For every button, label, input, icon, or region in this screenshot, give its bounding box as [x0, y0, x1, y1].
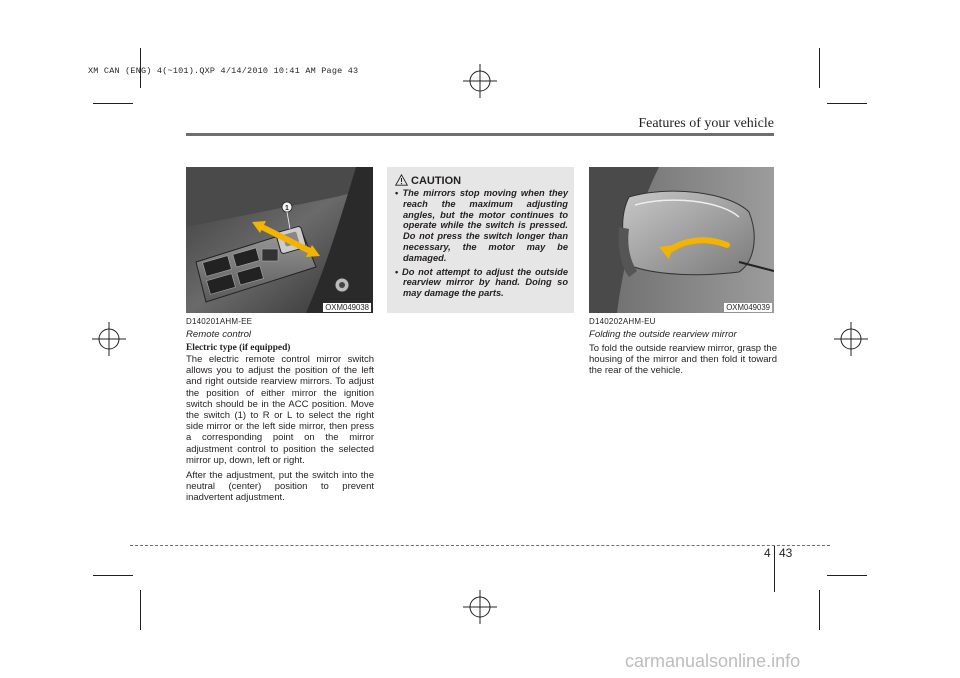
caution-title: CAUTION	[411, 175, 462, 187]
side-mirror-figure	[589, 167, 774, 313]
column-folding-mirror	[589, 317, 777, 377]
crop-mark	[140, 590, 141, 630]
paragraph: After the adjustment, put the switch into the neutral (center) position to prevent inadvertent adjustment.	[186, 470, 374, 504]
crop-mark	[819, 48, 820, 88]
paragraph: To fold the outside rearview mirror, grasp the housing of the mirror and then fold it toward the rear of the vehicle.	[589, 343, 777, 377]
registration-mark	[463, 64, 497, 98]
crop-mark	[827, 575, 867, 576]
page-number-separator	[774, 546, 775, 592]
crop-mark	[93, 103, 133, 104]
registration-mark	[463, 590, 497, 624]
registration-mark	[834, 322, 868, 356]
caution-item: • Do not attempt to adjust the outside rearview mirror by hand. Doing so may damage the parts.	[395, 267, 568, 299]
section-code: D140202AHM-EU	[589, 317, 656, 326]
print-slug: XM CAN (ENG) 4(~101).QXP 4/14/2010 10:41 AM Page 43	[88, 66, 359, 76]
column-remote-control	[186, 317, 374, 504]
figure-code: OXM049039	[726, 303, 770, 312]
subsubheading: Electric type (if equipped)	[186, 343, 291, 353]
figure-code: OXM049038	[325, 303, 369, 312]
watermark: carmanualsonline.info	[625, 651, 801, 671]
footer-rule	[130, 545, 830, 546]
warning-triangle-icon	[395, 174, 408, 186]
side-mirror-illustration	[589, 167, 774, 313]
header-rule	[186, 133, 774, 136]
crop-mark	[819, 590, 820, 630]
registration-mark	[92, 322, 126, 356]
page-number: 43	[779, 546, 793, 560]
door-panel-illustration	[186, 167, 373, 313]
caution-item: • The mirrors stop moving when they reach the maximum adjusting angles, but the motor continues to operate while the switch is pressed. Do not press the switch longer than necessary, the motor may be damaged.	[395, 188, 568, 264]
subheading: Folding the outside rearview mirror	[589, 329, 737, 340]
mirror-switch-figure	[186, 167, 373, 313]
crop-mark	[827, 103, 867, 104]
chapter-number: 4	[764, 546, 771, 560]
paragraph: The electric remote control mirror switch allows you to adjust the position of the left and right outside rearview mirrors. To adjust the position of either mirror the ignition switch should be in the ACC position. Move the switch (1) to R or L to select the right side mirror or the left side mirror, then press a corresponding point on the mirror adjustment control to position the selected mirror up, down, left or right.	[186, 354, 374, 466]
caution-box	[387, 167, 574, 313]
section-code: D140201AHM-EE	[186, 317, 253, 326]
subheading: Remote control	[186, 329, 252, 340]
caution-list	[395, 188, 568, 302]
figure-callout-number: 1	[285, 205, 289, 212]
page-header-title: Features of your vehicle	[638, 116, 774, 131]
crop-mark	[93, 575, 133, 576]
